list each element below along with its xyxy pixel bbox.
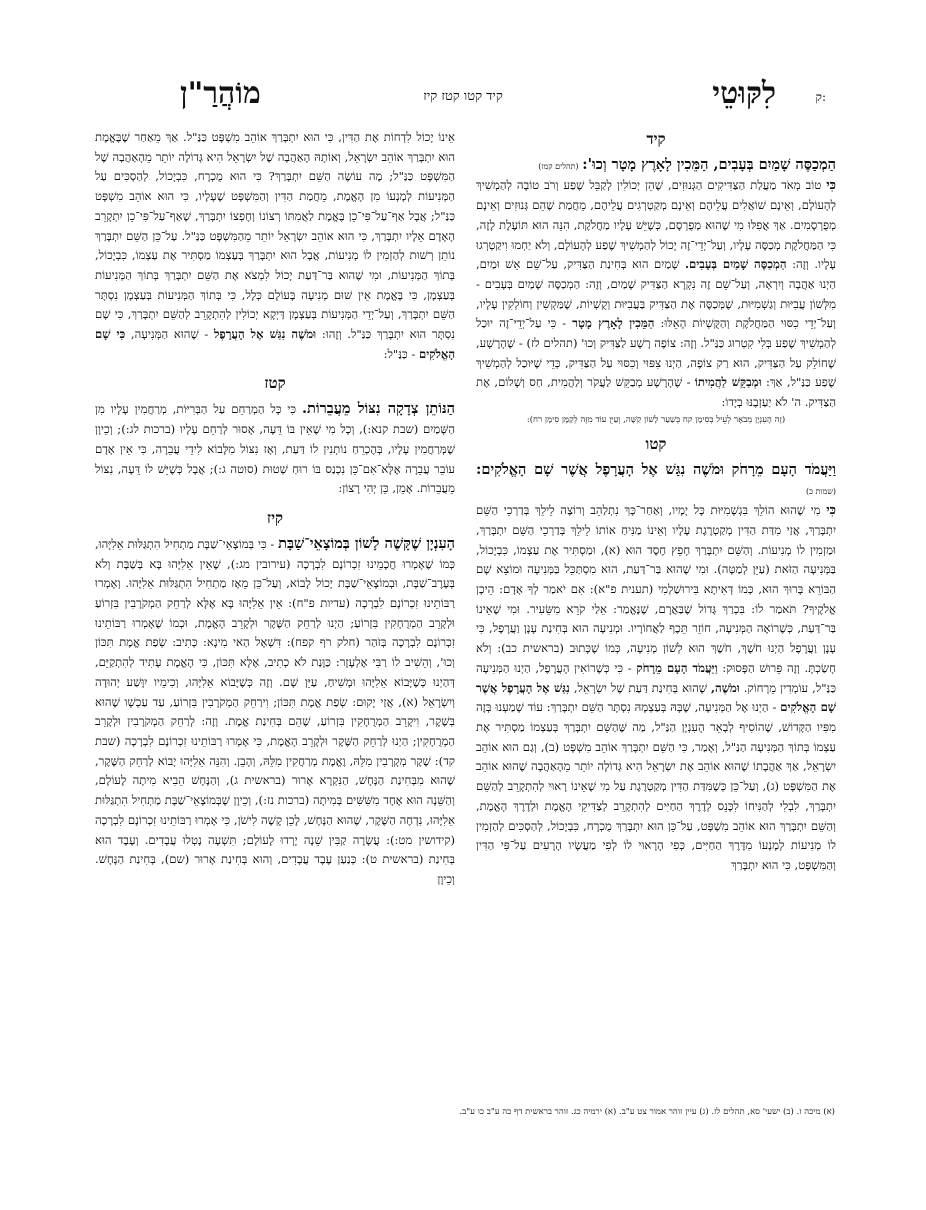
- sections-range: קיד קטו קטז קיז: [423, 89, 503, 104]
- section-115-body-2: - כִּי כְּשֶׁרוֹאִין הָעֲרָפֶל, הַיְנוּ הַמְּנִיעָה כַּנַּ"ל, עוֹמְדִין מֵרָחוֹק.: [476, 660, 836, 695]
- footnotes: (א) מיכה ז. (ב) ישעי' סא, תהלים לז. (ג) עיין זוהר אמור צט ע"ב. (א) ירמיה כג. זוהר בראשית דף כה ע"ב כו ע"ב.: [459, 1107, 835, 1117]
- section-115-cont-quote-2: כִּי שָׁם הָאֱלֹקִים: [95, 327, 455, 361]
- page-number: ק:: [815, 90, 826, 104]
- section-114-quote-3: וּמְבַקֵּשׁ לַהֲמִיתוֹ: [694, 375, 762, 390]
- section-115-quote-3: נִגַּשׁ אֶל הָעֲרָפֶל אֲשֶׁר שָׁם הָאֱלֹקִים: [476, 680, 836, 715]
- section-117-heading: הָעִנְיָן שֶׁקָּשֶׁה לָשׁוֹן בְּמוֹצָאֵי־שַׁבָּת: [278, 534, 455, 552]
- section-114-body-4: - שֶׁהָרָשָׁע מְבַקֵּשׁ לַעֲקֹר וְלַהֲמִית, חַס וְשָׁלוֹם, אֶת הַצַּדִּיק. ה' לֹא יַעַזְבֶנּוּ בְיָדוֹ:: [476, 375, 836, 410]
- section-number-115: קטו: [645, 434, 667, 453]
- section-115-heading: וַיַּעֲמֹד הָעָם מֵרָחֹק וּמֹשֶׁה נִגַּשׁ אֶל הָעֲרָפֶל אֲשֶׁר שָׁם הָאֱלֹקִים:: [476, 460, 836, 478]
- section-117: [95, 533, 455, 890]
- section-number-116: קטז: [264, 374, 286, 393]
- section-114: [476, 154, 836, 413]
- section-115-quote-2: וּמֹשֶׁה,: [711, 680, 740, 695]
- section-115-body: מִי שֶׁהוּא הוֹלֵךְ בִּגְשָׁמִיּוּת כָּל יָמָיו, וְאַחַר־כָּךְ נִתְלַהֵב וְרוֹצֶה לֵילֵךְ בְּדַרְכֵי הַשֵּׁם יִתְבָּרַךְ, אֲזַי מִדַּת הַדִּין מְקַטְרֶגֶת עָלָיו וְאֵינוֹ מַנִּיחַ אוֹתוֹ לֵילֵךְ בְּדַרְכֵי הַשֵּׁם יִתְבָּרַךְ, וּמַזְמִין לוֹ מְנִיעוֹת. וְהַשֵּׁם יִתְבָּרַךְ חָפֵץ חֶסֶד הוּא (א), וּמַסְתִּיר אֶת עַצְמוֹ, כִּבְיָכוֹל, בַּמְּנִיעָה הַזֹּאת (עַיֵּן לְמַטָּה). וּמִי שֶׁהוּא בַּר־דַּעַת, הוּא מִסְתַּכֵּל בַּמְּנִיעָה וּמוֹצֵא שָׁם הַבּוֹרֵא בָּרוּךְ הוּא, כְּמוֹ דְּאִיתָא בִּירוּשַׁלְמִי (תענית פ"א): אִם יֹאמַר לְךָ אָדָם: הֵיכָן אֱלֹקֶיךָ? תֹּאמַר לוֹ: בִּכְרַךְ גָּדוֹל שֶׁבַּאֲרָם, שֶׁנֶּאֱמַר: אֵלַי קֹרֵא מִשֵּׂעִיר. וּמִי שֶׁאֵינוֹ בַּר־דַּעַת, כְּשֶׁרוֹאֶה הַמְּנִיעָה, חוֹזֵר תֵּכֶף לַאֲחוֹרָיו. וּמְנִיעָה הוּא בְּחִינַת עָנָן וַעֲרָפֶל, כִּי עָנָן וַעֲרָפֶל הַיְנוּ חֹשֶׁךְ, חֹשֶׁךְ הוּא לְשׁוֹן מְנִיעָה, כְּמוֹ שֶׁכָּתוּב (בראשית כב): וְלֹא חָשַׂכְתָּ. וְזֶה פֵּרוּשׁ הַפָּסוּק:: [476, 503, 836, 675]
- section-115-cont-body: אֵינוֹ יָכוֹל לִדְחוֹת אֶת הַדִּין, כִּי הוּא יִתְבָּרַךְ אוֹהֵב מִשְׁפָּט כַּנַּ"ל. אַךְ מֵאַחַר שֶׁבֶּאֱמֶת הוּא יִתְבָּרַךְ אוֹהֵב יִשְׂרָאֵל, וְאוֹתָהּ הָאַהֲבָה שֶׁל יִשְׂרָאֵל הִיא גְּדוֹלָה יוֹתֵר מֵהָאַהֲבָה שֶׁל הַמִּשְׁפָּט כַּנַּ"ל; מֶה עוֹשֶׂה הַשֵּׁם יִתְבָּרַךְ? כִּי הוּא מֻכְרָח, כִּבְיָכוֹל, לְהַסְכִּים עַל הַמְּנִיעוֹת לְמָנְעוֹ מִן הָאֱמֶת, מֵחֲמַת הַדִּין וְהַמִּשְׁפָּט שֶׁעָלָיו, כִּי הוּא אוֹהֵב מִשְׁפָּט כַּנַּ"ל; אֲבָל אַף־עַל־פִּי־כֵן בֶּאֱמֶת לַאֲמִתּוֹ רְצוֹנוֹ וְחֶפְצוֹ יִתְבָּרַךְ, שֶׁאַף־עַל־פִּי־כֵן יִתְקָרֵב הָאָדָם אֵלָיו יִתְבָּרַךְ, כִּי הוּא אוֹהֵב יִשְׂרָאֵל יוֹתֵר מֵהַמִּשְׁפָּט כַּנַּ"ל. עַל־כֵּן הַשֵּׁם יִתְבָּרַךְ נוֹתֵן רְשׁוּת לְהַזְמִין לוֹ מְנִיעוֹת, אֲבָל הוּא יִתְבָּרַךְ בְּעַצְמוֹ מַסְתִּיר אֶת עַצְמוֹ, כִּבְיָכוֹל, בְּתוֹךְ הַמְּנִיעוֹת, וּמִי שֶׁהוּא בַּר־דַּעַת יָכוֹל לִמְצֹא אֶת הַשֵּׁם יִתְבָּרַךְ בְּתוֹךְ הַמְּנִיעוֹת בְּעַצְמָן, כִּי בֶּאֱמֶת אֵין שׁוּם מְנִיעָה בָּעוֹלָם כְּלָל, כִּי בְּתוֹךְ הַמְּנִיעוֹת בְּעַצְמָן נִסְתָּר הַשֵּׁם יִתְבָּרַךְ, וְעַל־יְדֵי הַמְּנִיעוֹת בְּעַצְמָן דַּיְקָא יְכוֹלִין לְהִתְקָרֵב לְהַשֵּׁם יִתְבָּרַךְ, כִּי שָׁם נִסְתָּר הוּא יִתְבָּרַךְ כַּנַּ"ל. וְזֶהוּ:: [95, 130, 455, 342]
- section-114-quote-1: הַמְכַסֶּה שָׁמַיִם בְּעָבִים.: [684, 257, 787, 272]
- section-114-source: (תהלים קמז): [538, 161, 579, 171]
- section-114-quote-2: הַמֵּכִין לָאָרֶץ מָטָר: [572, 316, 655, 331]
- section-114-note: (זֶה הָעִנְיָן מְבֹאָר לְעֵיל בְּסִימָן קח בְּשַׁעַר לָשׁוֹן קַשָּׁה, וְעַיֵּן עוֹד מִזֶּה לְקַמָּן סִימָן רח):: [526, 414, 786, 425]
- section-number-114: קיד: [646, 130, 666, 148]
- section-115-quote-1: וַיַּעֲמֹד הָעָם מֵרָחֹק: [636, 660, 718, 675]
- section-115-cont-body-2: - שֶׁהוּא הַמְּנִיעָה,: [130, 327, 209, 342]
- book-title-left: מוֹהֲרַ"ן: [180, 76, 261, 111]
- page-header: [0, 78, 926, 118]
- section-115-continued: [95, 128, 455, 364]
- section-115-body-4: - הַיְנוּ אֶל הַמְּנִיעָה, שֶׁבָּהּ בְּעַצְמָהּ נִסְתָּר הַשֵּׁם יִתְבָּרַךְ: עוֹד שָׁמַעְנוּ בְּזֶה מִפִּיו הַקָּדוֹשׁ, שֶׁהוֹסִיף לְבָאֵר הָעִנְיָן הַנַּ"ל, מַה שֶּׁהַשֵּׁם יִתְבָּרַךְ בְּעַצְמוֹ מַסְתִּיר אֶת עַצְמוֹ בְּתוֹךְ הַמְּנִיעָה הַנַּ"ל, וְאָמַר, כִּי הַשֵּׁם יִתְבָּרַךְ אוֹהֵב מִשְׁפָּט (ב), וְגַם הוּא אוֹהֵב יִשְׂרָאֵל, אַךְ אַהֲבָתוֹ שֶׁהוּא אוֹהֵב אֶת יִשְׂרָאֵל הִיא גְּדוֹלָה יוֹתֵר מֵהָאַהֲבָה שֶׁהוּא אוֹהֵב אֶת הַמִּשְׁפָּט (ג), וְעַל־כֵּן כְּשֶׁמִּדַּת הַדִּין מְקַטְרֶגֶת עַל מִי שֶׁאֵינוֹ רָאוּי לְהִתְקָרֵב לְהַשֵּׁם יִתְבָּרַךְ, לִבְלִי לְהַנִּיחוֹ לִכָּנֵס לְדֶרֶךְ הַחַיִּים לְהִתְקָרֵב לְצַדִּיקֵי הָאֱמֶת וּלְדֶרֶךְ הָאֱמֶת, וְהַשֵּׁם יִתְבָּרַךְ הוּא אוֹהֵב מִשְׁפָּט, עַל־כֵּן הוּא יִתְבָּרַךְ מֻכְרָח, כִּבְיָכוֹל, לְהַסְכִּים לְהַזְמִין לוֹ מְנִיעוֹת לְמָנְעוֹ מִדֶּרֶךְ הַחַיִּים, כְּפִי הָרָאוּי לוֹ לְפִי מַעֲשָׂיו הָרָעִים עַל־פִּי הַדִּין וְהַמִּשְׁפָּט, כִּי הוּא יִתְבָּרַךְ: [476, 700, 836, 872]
- section-115-body-3: שֶׁהוּא בְּחִינַת דַּעַת שֶׁל יִשְׂרָאֵל,: [573, 680, 707, 695]
- section-114-body-3: - כִּי עַל־יְדֵי־זֶה יוּכַל לְהַמְשִׁיךְ שֶׁפַע בְּלִי קִטְרוּג כַּנַּ"ל. וְזֶה: צוֹפֶה רָשָׁע לַצַּדִּיק וְכוּ' (תהלים לז) - שֶׁהָרָשָׁע, שֶׁחוֹלֵק עַל הַצַּדִּיק, הוּא רַק צוֹפֶה, הַיְנוּ צִפּוּי וְכִסּוּי עַל הַצַּדִּיק, כְּדֵי שֶׁיּוּכַל לְהַמְשִׁיךְ שֶׁפַע כַּנַּ"ל, אַךְ:: [476, 316, 836, 390]
- section-number-117: קיז: [266, 508, 284, 527]
- section-117-body: - כִּי בְּמוֹצָאֵי־שַׁבָּת מַתְחִיל הִתְגַּלּוּת אֵלִיָּהוּ, כְּמוֹ שֶׁאָמְרוּ חֲכָמֵינוּ זִכְרוֹנָם לִבְרָכָה (עירובין מג:), שֶׁאֵין אֵלִיָּהוּ בָּא בְּשַׁבָּת וְלֹא בְּעֶרֶב־שַׁבָּת, וּבְמוֹצָאֵי־שַׁבָּת יָכוֹל לָבוֹא, וְעַל־כֵּן מֵאָז מַתְחִיל הִתְגַּלּוּת אֵלִיָּהוּ. וְאָמְרוּ רַבּוֹתֵינוּ זִכְרוֹנָם לִבְרָכָה (עדיות פ"ח): אֵין אֵלִיָּהוּ בָּא אֶלָּא לְרַחֵק הַמְקֹרָבִין בִּזְרוֹעַ וּלְקָרֵב הַמְרֻחָקִין בִּזְרוֹעַ; הַיְנוּ לְרַחֵק הַשֶּׁקֶר וּלְקָרֵב הָאֱמֶת, וּכְמוֹ שֶׁאָמְרוּ רַבּוֹתֵינוּ זִכְרוֹנָם לִבְרָכָה בְּזֹהַר (חלק רף קפח): דִּשְׁאָל הַאי מִינָא: כְּתִיב: שְׂפַת אֱמֶת תִּכּוֹן וְכוּ', וְהֵשִׁיב לוֹ רַבִּי אֶלְעָזָר: כַּוָּנַת לֹא כְתִיב, אֶלָּא תִּכּוֹן, כִּי הָאֱמֶת עָתִיד לְהִתְקַיֵּם, דְּהַיְנוּ כְּשֶׁיָּבוֹא אֵלִיָּהוּ וּמָשִׁיחַ, עַיֵּן שָׁם. וְזֶה כְּשֶׁיָּבוֹא אֵלִיָּהוּ, וְכִימֵיו יִוָּשַׁע יְהוּדָה וְיִשְׂרָאֵל (א), אֲזַי יָקוּם: שְׂפַת אֱמֶת תִּכּוֹן; וִירַחֵק הַמְקֹרָבִין בִּזְרוֹעַ, עַד עַכְשָׁו שֶׁהוּא בְּשֶׁקֶר, וִיקָרֵב הַמְרֻחָקִין בִּזְרוֹעַ, שֶׁהֵם בְּחִינַת אֱמֶת. וְזֶה: לְרַחֵק הַמְקֹרָבִין וּלְקָרֵב הַמְרֻחָקִין; הַיְנוּ לְרַחֵק הַשֶּׁקֶר וּלְקָרֵב הָאֱמֶת, כִּי אָמְרוּ רַבּוֹתֵינוּ זִכְרוֹנָם לִבְרָכָה (שבת קד): שֶׁקֶר מְקָרְבִין מִלֵּהּ, וֶאֱמֶת מְרַחֲקִין מִלֵּהּ, וְהָבֵן. וְהִנֵּה אֵלִיָּהוּ יָבוֹא לְרַחֵק הַשֶּׁקֶר, שֶׁהוּא מִבְּחִינַת הַנָּחָשׁ, הַנִּקְרָא אָרוּר (בראשית ג), וְהַנָּחָשׁ הֵבִיא מִיתָה לָעוֹלָם, וְהַשֵּׁנָה הוּא אֶחָד מִשִּׁשִּׁים בְּמִיתָה (ברכות נז:), וְכֵיוָן שֶׁבְּמוֹצָאֵי־שַׁבָּת מַתְחִיל הִתְגַּלּוּת אֵלִיָּהוּ, נִדְחֶה הַשֶּׁקֶר, שֶׁהוּא הַנָּחָשׁ, לָכֵן קָשֶׁה לִישֹׁן, כִּי אָמְרוּ רַבּוֹתֵינוּ זִכְרוֹנָם לִבְרָכָה (קידושין מט:): עֲשָׂרָה קַבִּין שֵׁנָה יָרְדוּ לָעוֹלָם; תִּשְׁעָה נָטְלוּ עֲבָדִים. וְעֶבֶד הוּא בְּחִינַת (בראשית ט): כְּנַעַן עֶבֶד עֲבָדִים, וְהוּא בְּחִינַת אָרוּר (שם), בְּחִינַת הַנָּחָשׁ. וְכֵיוָן: [95, 536, 455, 886]
- section-115-source: (שמות כ): [805, 486, 836, 496]
- section-115: [476, 459, 836, 876]
- left-column: [95, 128, 455, 1033]
- book-title-right: לִקּוּטֵי: [712, 76, 776, 111]
- section-114-body-2: שָׁמַיִם הוּא בְּחִינַת הַצַּדִּיק, עַל־שֵׁם אֵשׁ וּמַיִם, הַיְנוּ אַהֲבָה וְיִרְאָה, וְעַל־שֵׁם זֶה נִקְרָא הַצַּדִּיק שָׁמַיִם, וְזֶה: הַמְכַסֶּה שָׁמַיִם בְּעָבִים - מִלְּשׁוֹן עֲבִיּוּת וְגַשְׁמִיּוּת, שֶׁמְּכַסֶּה אֶת הַצַּדִּיק בַּעֲבִיּוּת וְקֻשְׁיוֹת, שֶׁמַּקְשִׁין וְחוֹלְקִין עָלָיו, וְעַל־יְדֵי כִסּוּי הַמַּחֲלֹקֶת וְהַקֻּשְׁיוֹת הָאֵלּוּ:: [476, 257, 836, 331]
- right-column: [476, 128, 836, 1033]
- section-116-heading: הַנּוֹתֵן צְדָקָה נִצּוֹל מֵעֲבֵרוֹת.: [301, 400, 455, 418]
- section-116-body: כִּי כָּל הַמְרַחֵם עַל הַבְּרִיּוֹת, מְרַחֲמִין עָלָיו מִן הַשָּׁמַיִם (שבת קנא:), וְכָל מִי שֶׁאֵין בּוֹ דֵּעָה, אָסוּר לְרַחֵם עָלָיו (ברכות לג:); וְכֵיוָן שֶׁמְּרַחֲמִין עָלָיו, בְּהֶכְרֵחַ נוֹתְנִין לוֹ דַּעַת, וְאָז נִצּוֹל מִלָּבוֹא לִידֵי עֲבֵרָה, כִּי אֵין אָדָם עוֹבֵר עֲבֵרָה אֶלָּא־אִם־כֵּן נִכְנַס בּוֹ רוּחַ שְׁטוּת (סוטה ג:); אֲבָל כְּשֶׁיֵּשׁ לוֹ דֵּעָה, נִצּוֹל מֵעֲבֵרוֹת. אָמֵן, כֵּן יְהִי רָצוֹן:: [95, 402, 455, 496]
- section-115-lead: כִּי: [826, 503, 836, 519]
- section-116: [95, 398, 455, 499]
- section-115-cont-quote: וּמֹשֶׁה נִגַּשׁ אֶל הָעֲרָפֶל: [213, 327, 317, 342]
- section-114-heading: הַמְכַסֶּה שָׁמַיִם בְּעָבִים, הַמֵּכִין לָאָרֶץ מָטָר וְכוּ':: [582, 155, 836, 173]
- section-114-lead: כִּי: [826, 178, 836, 194]
- section-114-body: טוֹב מְאֹד מַעֲלַת הַצַּדִּיקִים הַגְּנוּזִים, שֶׁהֵן יְכוֹלִין לְקַבֵּל שֶׁפַע וְרֹב טוֹבָה לְהַמְשִׁיךְ לְהָעוֹלָם, וְאֵינָם שׁוֹאֲלִים עֲלֵיהֶם וְאֵינָם מְקַטְרְגִים עֲלֵיהֶם, מֵחֲמַת שֶׁהֵם גְּנוּזִים וְאֵינָם מְפֻרְסָמִים. אַךְ אֲפִלּוּ מִי שֶׁהוּא מְפֻרְסָם, כְּשֶׁיֵּשׁ עָלָיו מַחֲלֹקֶת, הִנֵּה הוּא תּוֹעֶלֶת לָזֶה, כִּי הַמַּחֲלֹקֶת מְכַסָּה עָלָיו, וְעַל־יְדֵי־זֶה יָכוֹל לְהַמְשִׁיךְ שֶׁפַע לְהָעוֹלָם, וְלֹא יַחְמוּ וִיקַטְרְגוּ עָלָיו. וְזֶה:: [476, 178, 836, 272]
- section-115-cont-body-3: - כַּנַּ"ל:: [383, 346, 416, 361]
